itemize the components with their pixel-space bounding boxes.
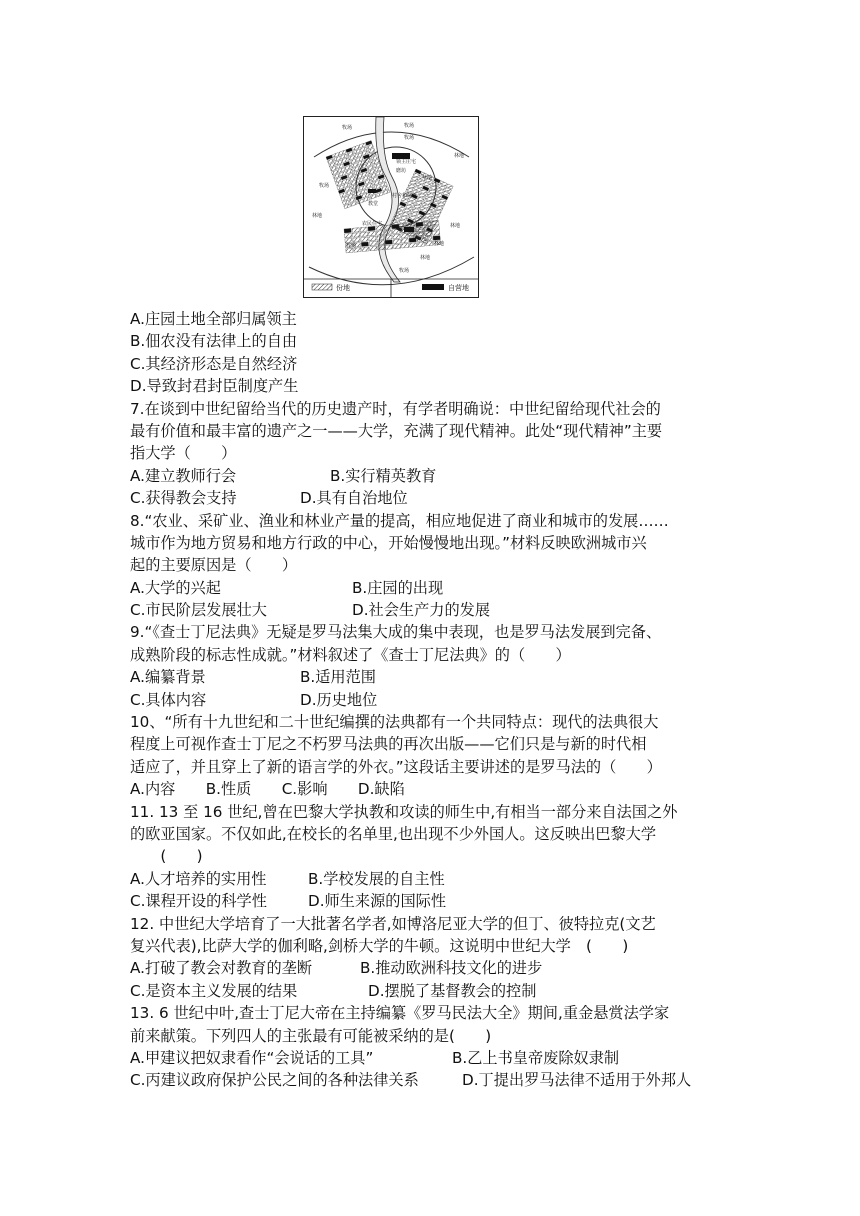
- option-row: [130, 980, 730, 1002]
- option-label: A.编纂背景: [130, 668, 206, 687]
- option-label: D.摆脱了基督教会的控制: [368, 981, 537, 1000]
- field-strip: [393, 239, 400, 244]
- field-strip: [401, 238, 408, 243]
- text-line: 8.“农业、采矿业、渔业和林业产量的提高，相应地促进了商业和城市的发展……: [130, 511, 669, 530]
- map-label: 林地: [312, 213, 323, 219]
- field-strip: [384, 230, 391, 235]
- text-line: 起的主要原因是（ ）: [130, 556, 298, 575]
- field-strip: [425, 236, 432, 241]
- field-strip: [409, 243, 416, 248]
- text-line: 7.在谈到中世纪留给当代的历史遗产时，有学者明确说：中世纪留给现代社会的: [130, 399, 661, 418]
- legend-label-left: 份地: [336, 284, 350, 292]
- legend-swatch-hatched: [312, 284, 332, 290]
- map-label: 农民住宅: [362, 221, 383, 227]
- option-label: A.甲建议把奴隶看作“会说话的工具”: [130, 1048, 374, 1067]
- option-label: A.大学的兴起: [130, 578, 221, 597]
- field-strip: [368, 231, 375, 236]
- option-row: [130, 599, 730, 621]
- text-line: A.庄园土地全部归属领主: [130, 310, 297, 328]
- option-row: [130, 465, 730, 487]
- text-line: 11. 13 至 16 世纪,曾在巴黎大学执教和攻读的师生中,有相当一部分来自法国之外: [130, 802, 678, 821]
- map-label: 林地: [420, 255, 431, 261]
- field-strip: [392, 224, 399, 229]
- field-strip: [425, 231, 432, 236]
- option-row: [130, 957, 730, 979]
- field-strip: [360, 227, 367, 232]
- field-strip: [361, 237, 368, 242]
- field-strip: [369, 241, 376, 246]
- option-label: C.课程开设的科学性: [130, 892, 267, 911]
- text-line: A.内容 B.性质 C.影响 D.缺陷: [130, 780, 405, 799]
- demesne-block: [368, 189, 376, 193]
- field-strip: [384, 225, 391, 230]
- field-strip: [385, 235, 392, 240]
- field-strip: [417, 242, 424, 247]
- option-row: [130, 1047, 730, 1069]
- map-label: 牧场: [319, 183, 330, 189]
- field-strip: [386, 245, 393, 250]
- option-label: D.社会生产力的发展: [352, 601, 491, 620]
- option-label: B.实行精英教育: [330, 466, 437, 485]
- field-strip: [425, 241, 432, 246]
- field-strip: [433, 236, 440, 241]
- text-line: 9.“《查士丁尼法典》无疑是罗马法集大成的集中表现，也是罗马法发展到完备、: [130, 623, 662, 642]
- field-strip: [401, 233, 408, 238]
- field-strip: [378, 246, 385, 251]
- option-label: C.具体内容: [130, 690, 207, 709]
- map-label: 林地: [450, 223, 461, 229]
- field-strip: [408, 223, 415, 228]
- field-strip: [417, 237, 424, 242]
- text-line: C.其经济形态是自然经济: [130, 354, 298, 373]
- map-label: 牧场: [404, 135, 415, 141]
- text-line: 前来献策。下列四人的主张最有可能被采纳的是( ): [130, 1026, 492, 1045]
- option-label: D.丁提出罗马法律不适用于外邦人: [462, 1071, 692, 1090]
- field-strip: [416, 227, 423, 232]
- text-line: 10、“所有十九世纪和二十世纪编撰的法典都有一个共同特点：现代的法典很大: [130, 713, 659, 732]
- text-line: 的欧亚国家。不仅如此,在校长的名单里,也出现不少外国人。这反映出巴黎大学: [130, 824, 657, 843]
- option-label: D.师生来源的国际性: [308, 892, 447, 911]
- option-row: [130, 1069, 730, 1091]
- field-strip: [352, 233, 359, 238]
- option-label: A.人才培养的实用性: [130, 869, 267, 888]
- field-strip: [360, 232, 367, 237]
- manor-map: [304, 117, 478, 297]
- map-label: 牧场: [404, 123, 415, 129]
- field-strip: [409, 233, 416, 238]
- text-line: 12. 中世纪大学培育了一大批著名学者,如博洛尼亚大学的但丁、彼特拉克(文艺: [130, 914, 656, 933]
- field-strips-bottom: [344, 221, 441, 253]
- field-strip: [392, 229, 399, 234]
- field-strip: [424, 221, 431, 226]
- map-label: 草地: [422, 175, 433, 181]
- option-label: C.获得教会支持: [130, 489, 237, 508]
- field-strip: [361, 242, 368, 247]
- map-label: 教堂: [368, 201, 379, 207]
- option-row: [130, 666, 730, 688]
- text-line: 最有价值和最丰富的遗产之一——大学，充满了现代精神。此处“现代精神”主要: [130, 421, 663, 440]
- text-line: 指大学（ ）: [130, 444, 237, 463]
- field-strip: [362, 247, 369, 252]
- option-label: B.庄园的出现: [352, 578, 444, 597]
- field-strip: [344, 228, 351, 233]
- map-label: 牧场: [399, 268, 410, 274]
- field-strip: [416, 222, 423, 227]
- demesne-block: [404, 227, 414, 232]
- option-row: [130, 577, 730, 599]
- field-strip: [394, 244, 401, 249]
- field-strip: [433, 231, 440, 236]
- field-strip: [346, 248, 353, 253]
- map-label: 林地: [434, 241, 445, 247]
- field-strip: [432, 226, 439, 231]
- manor-map-figure: [303, 116, 479, 298]
- option-label: D.具有自治地位: [300, 489, 408, 508]
- option-label: C.丙建议政府保护公民之间的各种法律关系: [130, 1071, 419, 1090]
- option-label: B.学校发展的自主性: [308, 869, 445, 888]
- legend-swatch-black: [422, 284, 444, 290]
- field-strip: [385, 240, 392, 245]
- field-strip: [376, 231, 383, 236]
- map-label: 领主庄宅: [396, 159, 417, 165]
- field-strip: [344, 233, 351, 238]
- map-label: 村舍和院落: [392, 193, 418, 199]
- option-label: A.建立教师行会: [130, 466, 237, 485]
- field-strip: [424, 226, 431, 231]
- map-label: 磨坊: [396, 168, 407, 174]
- text-line: 成熟阶段的标志性成就。”材料叙述了《查士丁尼法典》的（ ）: [130, 645, 571, 664]
- text-line: 城市作为地方贸易和地方行政的中心，开始慢慢地出现。”材料反映欧洲城市兴: [130, 533, 647, 552]
- river: [376, 117, 400, 282]
- field-strip: [369, 236, 376, 241]
- field-strip: [393, 234, 400, 239]
- option-label: B.乙上书皇帝废除奴隶制: [452, 1048, 620, 1067]
- map-label: 牧场: [342, 125, 353, 131]
- option-row: [130, 868, 730, 890]
- text-line: B.佃农没有法律上的自由: [130, 332, 298, 351]
- field-strip: [353, 238, 360, 243]
- field-strip: [352, 228, 359, 233]
- text-line: D.导致封君封臣制度产生: [130, 377, 299, 396]
- text-line: ( ): [130, 847, 203, 866]
- field-strip: [370, 246, 377, 251]
- option-label: B.推动欧洲科技文化的进步: [360, 959, 543, 978]
- field-strip: [409, 238, 416, 243]
- option-label: B.适用范围: [300, 668, 376, 687]
- option-row: [130, 890, 730, 912]
- option-label: C.市民阶层发展壮大: [130, 601, 267, 620]
- field-strip: [377, 236, 384, 241]
- text-line: 复兴代表),比萨大学的伽利略,剑桥大学的牛顿。这说明中世纪大学 ( ): [130, 936, 629, 955]
- option-label: D.历史地位: [300, 690, 378, 709]
- field-strip: [417, 232, 424, 237]
- text-line: 程度上可视作查士丁尼之不朽罗马法典的再次出版——它们只是与新的时代相: [130, 735, 647, 754]
- option-label: C.是资本主义发展的结果: [130, 981, 298, 1000]
- map-label: 牧场: [346, 243, 357, 249]
- question-text: [130, 308, 730, 1092]
- field-strip: [432, 221, 439, 226]
- field-strip: [377, 241, 384, 246]
- option-row: [130, 689, 730, 711]
- map-label: 林地: [454, 153, 465, 159]
- text-line: 适应了，并且穿上了新的语言学的外衣。”这段话主要讲述的是罗马法的（ ）: [130, 757, 662, 776]
- option-row: [130, 487, 730, 509]
- field-strip: [402, 243, 409, 248]
- text-line: 13. 6 世纪中叶,查士丁尼大帝在主持编纂《罗马民法大全》期间,重金悬赏法学家: [130, 1004, 670, 1023]
- legend-label-right: 自营地: [448, 284, 469, 292]
- option-label: A.打破了教会对教育的垄断: [130, 959, 313, 978]
